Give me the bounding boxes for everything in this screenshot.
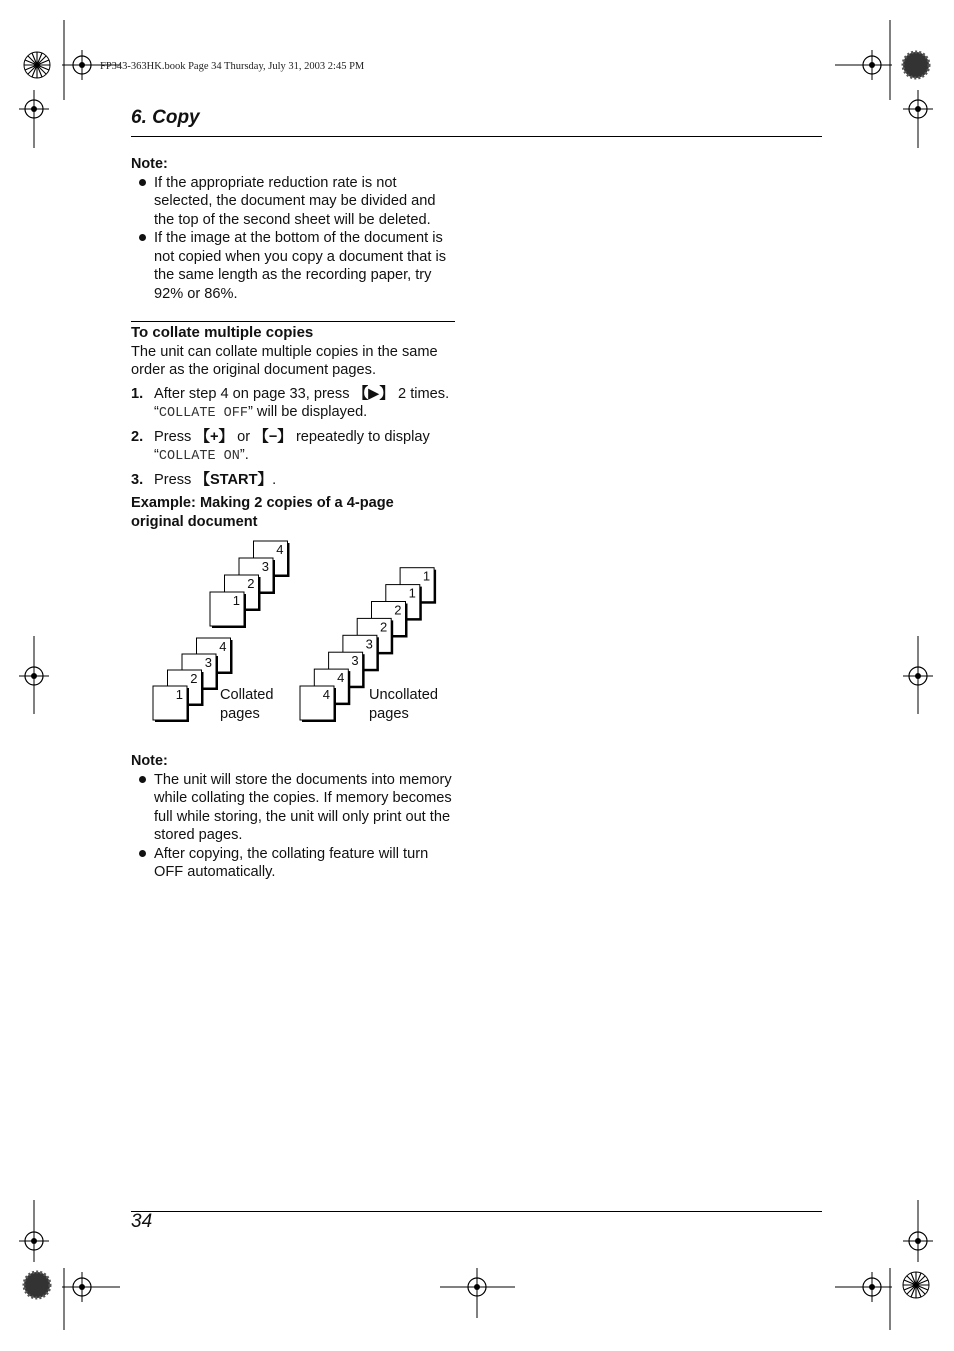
header-rule xyxy=(131,136,822,137)
note-block-2 xyxy=(131,752,457,882)
note-item: After copying, the collating feature will turn OFF automatically. xyxy=(131,845,457,882)
collated-stack-upper xyxy=(210,541,290,628)
section-title: To collate multiple copies xyxy=(131,324,314,341)
step-text: . xyxy=(272,471,277,488)
label-line: pages xyxy=(220,706,260,722)
step-text: repeatedly to display xyxy=(291,428,430,445)
example-title: Example: Making 2 copies of a 4-page original document xyxy=(131,495,394,530)
display-text: COLLATE ON xyxy=(158,449,240,464)
chapter-title: 6. Copy xyxy=(131,107,200,128)
page-number-label: 3 xyxy=(261,559,269,574)
section-intro: The unit can collate multiple copies in the same order as the original document pages. xyxy=(131,343,438,378)
note-list-2 xyxy=(131,771,457,882)
book-slug: FP343-363HK.book Page 34 Thursday, July 31, 2003 2:45 PM xyxy=(100,61,365,72)
collate-section xyxy=(131,324,457,531)
step-text: Press xyxy=(154,428,196,445)
step-number: 3. xyxy=(131,471,144,488)
note-item: If the image at the bottom of the document is not copied when you copy a document that is the same length as the recording paper, try 92% or 86%. xyxy=(131,229,457,303)
label-line: Uncollated xyxy=(369,687,438,703)
display-text: COLLATE OFF xyxy=(158,406,248,421)
step-number: 1. xyxy=(131,385,144,402)
note-block-1 xyxy=(131,155,457,303)
page-number-label: 4 xyxy=(276,542,284,557)
step-text: After step 4 on page 33, press xyxy=(154,385,354,402)
page-number-label: 4 xyxy=(219,639,227,654)
page-number-label: 4 xyxy=(322,687,330,702)
label-line: pages xyxy=(369,706,409,722)
right-key: 【▶】 xyxy=(353,385,394,402)
quote-open: “ xyxy=(154,447,159,463)
page-number-label: 1 xyxy=(408,585,416,601)
step-number: 2. xyxy=(131,428,144,445)
page-number-label: 1 xyxy=(175,687,183,702)
uncollated-label xyxy=(369,686,438,724)
note-list-1 xyxy=(131,174,457,304)
page-number-label: 2 xyxy=(190,671,198,686)
page-number-label: 3 xyxy=(351,653,359,669)
minus-key: 【−】 xyxy=(254,428,292,445)
step-text: 2 times. xyxy=(394,385,450,402)
page-number-label: 3 xyxy=(365,636,373,652)
step-text: or xyxy=(233,428,255,445)
note-item: The unit will store the documents into memory while collating the copies. If memory becomes full while storing, the unit will only print out the stored pages. xyxy=(131,771,457,845)
page-number-label: 2 xyxy=(394,602,402,618)
page-number-label: 2 xyxy=(247,576,255,591)
step-2 xyxy=(131,428,457,467)
step-1 xyxy=(131,385,457,424)
note-item: If the appropriate reduction rate is not selected, the document may be divided and the top of the second sheet will be deleted. xyxy=(131,174,457,230)
step-text: ”. xyxy=(239,447,249,463)
page-number: 34 xyxy=(131,1211,153,1232)
step-text: Press xyxy=(154,471,196,488)
label-line: Collated xyxy=(220,687,274,703)
step-3 xyxy=(131,471,457,490)
step-list xyxy=(131,385,457,490)
note-label: Note: xyxy=(131,156,168,172)
page-number-label: 4 xyxy=(337,670,345,686)
plus-key: 【+】 xyxy=(195,428,234,445)
page-number-label: 1 xyxy=(422,568,431,584)
start-key: 【START】 xyxy=(195,471,273,488)
page-number-label: 3 xyxy=(204,655,212,670)
page-number-label: 2 xyxy=(379,619,388,635)
collated-label xyxy=(220,686,274,724)
footer-rule xyxy=(131,1211,822,1212)
note-label: Note: xyxy=(131,753,168,769)
quote-open: “ xyxy=(154,404,159,420)
section-rule xyxy=(131,321,455,322)
page-number-label: 1 xyxy=(232,593,240,608)
step-text: ” will be displayed. xyxy=(248,404,368,420)
